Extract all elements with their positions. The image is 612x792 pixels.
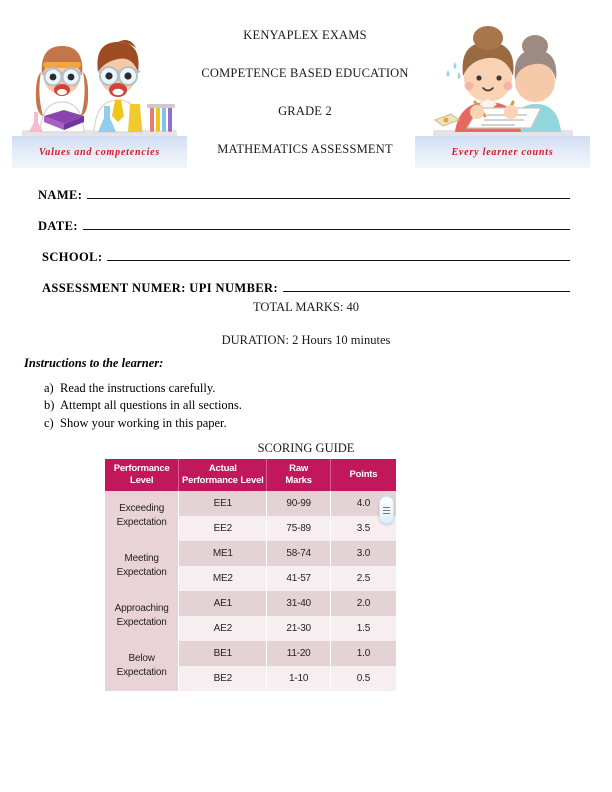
level-cell-meeting (105, 541, 179, 591)
instruction-marker: a) (44, 381, 54, 395)
drag-handle-icon[interactable] (379, 496, 394, 524)
field-row-date (0, 201, 612, 232)
level-line-2: Expectation (116, 617, 167, 629)
level-line-2: Expectation (116, 567, 167, 579)
header-line-2: Level (129, 474, 154, 486)
raw-marks-cell: 58-74 (267, 541, 331, 566)
instruction-text: Read the instructions carefully. (60, 381, 216, 395)
column-header-points (330, 459, 396, 491)
raw-marks-cell: 21-30 (267, 616, 331, 641)
handle-line (383, 507, 390, 508)
actual-level-cell: BE2 (179, 666, 267, 691)
level-line-2: Expectation (116, 517, 167, 529)
raw-marks-cell: 90-99 (267, 491, 331, 516)
actual-level-cell: ME1 (179, 541, 267, 566)
page-header (0, 0, 612, 158)
scoring-guide-table (105, 459, 396, 691)
handle-line (383, 513, 390, 514)
table-row (105, 491, 396, 516)
raw-marks-cell: 31-40 (267, 591, 331, 616)
points-cell: 3.0 (330, 541, 396, 566)
total-marks-text: TOTAL MARKS: 40 (253, 300, 359, 314)
scoring-guide-table-wrapper (112, 459, 396, 685)
header-line-2: Performance Level (182, 474, 264, 486)
duration-text: DURATION: 2 Hours 10 minutes (221, 333, 391, 347)
title-line-subject: MATHEMATICS ASSESSMENT (217, 142, 393, 156)
actual-level-cell: BE1 (179, 641, 267, 666)
instruction-text: Attempt all questions in all sections. (60, 398, 242, 413)
name-input-line[interactable] (87, 197, 570, 199)
table-row (105, 541, 396, 566)
actual-level-cell: EE2 (179, 516, 267, 541)
right-banner-text: Every learner counts (451, 146, 554, 158)
title-line-curriculum: COMPETENCE BASED EDUCATION (201, 66, 409, 80)
level-cell-below (105, 641, 179, 691)
column-header-performance-level (105, 459, 179, 491)
instructions-heading: Instructions to the learner: (24, 356, 164, 370)
handle-line (383, 510, 390, 511)
column-header-raw-marks (267, 459, 331, 491)
level-line-1: Exceeding (119, 502, 165, 514)
field-row-name (0, 170, 612, 201)
level-line-1: Below (128, 652, 155, 664)
header-line-1: Performance (113, 463, 170, 474)
level-line-2: Expectation (116, 667, 167, 679)
level-cell-approaching (105, 591, 179, 641)
instructions-list (24, 380, 584, 432)
right-illustration (415, 20, 590, 168)
instruction-marker: b) (44, 398, 55, 413)
header-line-1: Points (349, 468, 378, 480)
school-label: SCHOOL: (42, 249, 103, 264)
points-cell: 1.5 (330, 616, 396, 641)
points-cell: 4.0 (330, 491, 396, 516)
header-line-2: Marks (285, 474, 312, 486)
school-input-line[interactable] (107, 259, 570, 261)
scoring-guide-title: SCORING GUIDE (257, 441, 355, 455)
points-cell: 3.5 (330, 516, 396, 541)
instruction-marker: c) (44, 415, 54, 430)
actual-level-cell: AE2 (179, 616, 267, 641)
candidate-details-fields (0, 170, 612, 294)
instructions-block (24, 356, 584, 432)
name-label: NAME: (38, 187, 83, 202)
column-header-actual-performance-level (179, 459, 267, 491)
exam-title-block (155, 28, 455, 157)
field-row-school (0, 232, 612, 263)
assessment-upi-label: ASSESSMENT NUMER: UPI NUMBER: (42, 280, 279, 295)
level-line-1: Approaching (114, 602, 169, 614)
level-line-1: Meeting (124, 552, 159, 564)
points-cell: 2.0 (330, 591, 396, 616)
left-banner-text: Values and competencies (38, 146, 161, 158)
date-label: DATE: (38, 218, 78, 233)
instruction-item (44, 380, 584, 397)
header-line-1: Raw (289, 463, 309, 474)
level-cell-exceeding (105, 491, 179, 541)
table-row (105, 591, 396, 616)
assessment-upi-input-line[interactable] (283, 290, 570, 292)
date-input-line[interactable] (83, 228, 570, 230)
raw-marks-cell: 75-89 (267, 516, 331, 541)
field-row-assessment-upi (0, 263, 612, 294)
actual-level-cell: ME2 (179, 566, 267, 591)
table-header-row (105, 459, 396, 491)
points-cell: 2.5 (330, 566, 396, 591)
raw-marks-cell: 11-20 (267, 641, 331, 666)
instruction-text: Show your working in this paper. (60, 415, 227, 430)
actual-level-cell: AE1 (179, 591, 267, 616)
raw-marks-cell: 1-10 (267, 666, 331, 691)
points-cell: 0.5 (330, 666, 396, 691)
instruction-item (44, 415, 584, 432)
points-cell: 1.0 (330, 641, 396, 666)
table-row (105, 641, 396, 666)
right-banner (415, 136, 590, 168)
header-line-1: Actual (208, 463, 237, 474)
title-line-grade: GRADE 2 (278, 104, 332, 118)
actual-level-cell: EE1 (179, 491, 267, 516)
raw-marks-cell: 41-57 (267, 566, 331, 591)
instruction-item (44, 397, 584, 414)
title-line-organisation: KENYAPLEX EXAMS (243, 28, 367, 42)
